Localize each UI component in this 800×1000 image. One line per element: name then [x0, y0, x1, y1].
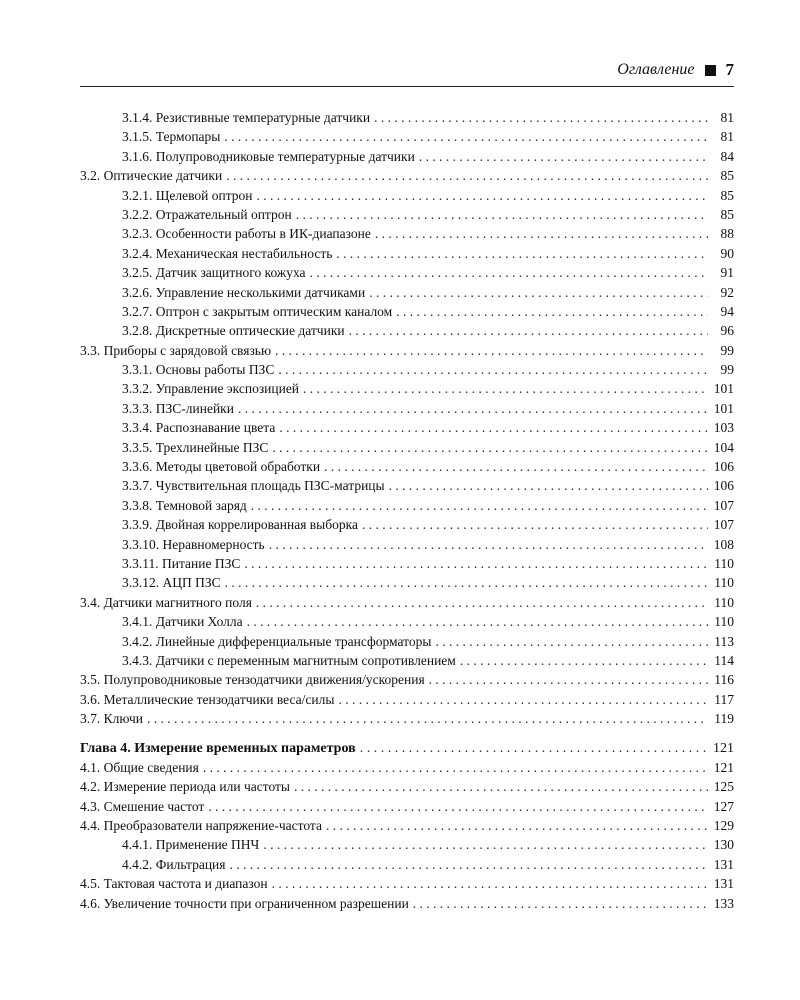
dot-leader: [310, 263, 708, 282]
dot-leader: [375, 224, 708, 243]
dot-leader: [263, 835, 708, 854]
toc-entry-page: 107: [713, 497, 734, 513]
toc-entry-label: 3.3.9. Двойная коррелированная выборка: [122, 517, 358, 533]
toc-entry: [80, 777, 734, 796]
toc-entry-page: 113: [714, 633, 734, 649]
toc-entry: [80, 554, 734, 573]
dot-leader: [360, 739, 708, 758]
toc-entry: [80, 399, 734, 418]
toc-entry-label: 4.4.2. Фильтрация: [122, 856, 226, 872]
toc-entry-page: 107: [713, 517, 734, 533]
toc-entry-page: 125: [713, 779, 734, 795]
toc-entry-label: 3.2.7. Оптрон с закрытым оптическим каналом: [122, 303, 393, 319]
toc-entry-page: 114: [714, 652, 734, 668]
dot-leader: [362, 515, 708, 534]
toc-entry-page: 101: [713, 400, 734, 416]
dot-leader: [326, 816, 708, 835]
dot-leader: [338, 690, 708, 709]
toc-entry-page: 110: [714, 555, 734, 571]
toc-entry: [80, 224, 734, 243]
toc-entry-page: 96: [720, 323, 734, 339]
toc-entry-page: 110: [714, 614, 734, 630]
toc-entry-label: 3.2.6. Управление несколькими датчиками: [122, 284, 366, 300]
toc-entry-page: 85: [720, 206, 734, 222]
toc-entry: [80, 127, 734, 146]
toc-entry-label: 3.6. Металлические тензодатчики веса/силы: [80, 691, 335, 707]
toc-entry: [80, 360, 734, 379]
toc-entry-label: 3.3.4. Распознавание цвета: [122, 420, 276, 436]
toc-entry-label: 3.4.3. Датчики с переменным магнитным сопротивлением: [122, 652, 456, 668]
toc-entry-label: 3.4.2. Линейные дифференциальные трансформаторы: [122, 633, 432, 649]
toc-entry-label: 4.6. Увеличение точности при ограниченном разрешении: [80, 895, 409, 911]
toc-entry-label: 4.4.1. Применение ПНЧ: [122, 837, 260, 853]
dot-leader: [275, 341, 708, 360]
dot-leader: [374, 108, 708, 127]
toc-entry: [80, 573, 734, 592]
toc-entry-label: 4.1. Общие сведения: [80, 759, 199, 775]
dot-leader: [349, 321, 708, 340]
toc-entry: [80, 166, 734, 185]
toc-entry-page: 130: [713, 837, 734, 853]
toc-entry-page: 81: [720, 129, 734, 145]
dot-leader: [251, 496, 708, 515]
toc-entry: [80, 186, 734, 205]
toc-entry-label: 3.2.4. Механическая нестабильность: [122, 245, 333, 261]
toc-entry: [80, 476, 734, 495]
toc-entry: [80, 438, 734, 457]
toc-entry: [80, 535, 734, 554]
toc-entry-label: 3.2. Оптические датчики: [80, 168, 223, 184]
toc-entry: [80, 612, 734, 631]
toc-entry: [80, 457, 734, 476]
toc-entry-label: 4.2. Измерение периода или частоты: [80, 779, 290, 795]
dot-leader: [225, 573, 708, 592]
toc-entry: [80, 632, 734, 651]
toc-entry-page: 104: [713, 439, 734, 455]
toc-entry-page: 133: [713, 895, 734, 911]
toc-entry-page: 129: [713, 818, 734, 834]
toc-entry-page: 127: [713, 798, 734, 814]
toc-entry-page: 110: [714, 575, 734, 591]
toc-entry: [80, 341, 734, 360]
toc-entry-page: 92: [720, 284, 734, 300]
toc-entry-page: 121: [713, 759, 734, 775]
toc-entry-label: 4.5. Тактовая частота и диапазон: [80, 876, 268, 892]
toc-entry-page: 131: [713, 856, 734, 872]
toc-entry-page: 101: [713, 381, 734, 397]
dot-leader: [257, 186, 709, 205]
toc-entry: [80, 593, 734, 612]
toc-entry: [80, 758, 734, 777]
toc-entry-label: 3.3.11. Питание ПЗС: [122, 555, 241, 571]
toc-entry-page: 99: [720, 362, 734, 378]
toc-entry-label: 3.7. Ключи: [80, 711, 143, 727]
toc-entry-label: 3.3.10. Неравномерность: [122, 536, 265, 552]
toc-entry: [80, 244, 734, 263]
toc-entry-page: 106: [713, 478, 734, 494]
toc-entry-label: 3.2.2. Отражательный оптрон: [122, 206, 292, 222]
toc-entry: [80, 205, 734, 224]
toc-entry-page: 121: [713, 740, 734, 756]
dot-leader: [413, 894, 708, 913]
toc-entry: [80, 651, 734, 670]
toc-entry-page: 108: [713, 536, 734, 552]
toc-entry-label: 3.1.4. Резистивные температурные датчики: [122, 110, 371, 125]
toc-entry-page: 84: [720, 148, 734, 164]
dot-leader: [272, 438, 708, 457]
toc-entry-page: 110: [714, 594, 734, 610]
toc-entry-page: 119: [714, 711, 734, 727]
toc-entry-label: 3.2.1. Щелевой оптрон: [122, 187, 253, 203]
dot-leader: [272, 874, 708, 893]
toc-entry: [80, 835, 734, 854]
dot-leader: [396, 302, 708, 321]
dot-leader: [294, 777, 708, 796]
toc-entry-label: 3.3.5. Трехлинейные ПЗС: [122, 439, 269, 455]
toc-entry-page: 88: [720, 226, 734, 242]
dot-leader: [278, 360, 708, 379]
toc-entry: [80, 894, 734, 913]
dot-leader: [296, 205, 708, 224]
toc-entry: [80, 855, 734, 874]
dot-leader: [147, 709, 708, 728]
toc-entry: [80, 108, 734, 127]
running-header-title: Оглавление: [617, 61, 695, 78]
dot-leader: [336, 244, 708, 263]
dot-leader: [419, 147, 708, 166]
toc-entry-page: 116: [714, 672, 734, 688]
toc-entry-label: 3.3.6. Методы цветовой обработки: [122, 459, 321, 475]
toc-entry: [80, 283, 734, 302]
dot-leader: [244, 554, 708, 573]
toc-entry-label: 4.4. Преобразователи напряжение-частота: [80, 818, 322, 834]
dot-leader: [203, 758, 708, 777]
toc-entry-label: 3.2.3. Особенности работы в ИК-диапазоне: [122, 226, 371, 242]
toc-entry-page: 131: [713, 876, 734, 892]
dot-leader: [324, 457, 708, 476]
toc-entry-label: 4.3. Смешение частот: [80, 798, 205, 814]
toc-entry-label: 3.3.1. Основы работы ПЗС: [122, 362, 275, 378]
toc-entry: [80, 302, 734, 321]
toc-entry: [80, 263, 734, 282]
toc-entry-label: 3.3.3. ПЗС-линейки: [122, 400, 234, 416]
toc-entry: [80, 418, 734, 437]
toc-entry-label: 3.3.12. АЦП ПЗС: [122, 575, 221, 591]
dot-leader: [279, 418, 708, 437]
toc-entry-label: 3.2.5. Датчик защитного кожуха: [122, 265, 306, 281]
toc-entry-label: 3.1.5. Термопары: [122, 129, 221, 145]
dot-leader: [460, 651, 708, 670]
dot-leader: [389, 476, 708, 495]
toc-entry: [80, 515, 734, 534]
toc-entry-page: 85: [720, 168, 734, 184]
toc-entry-label: 3.2.8. Дискретные оптические датчики: [122, 323, 345, 339]
toc-entry-page: 81: [720, 110, 734, 125]
toc-entry: [80, 496, 734, 515]
toc-entry: [80, 321, 734, 340]
toc-entry-label: 3.3. Приборы с зарядовой связью: [80, 342, 272, 358]
dot-leader: [435, 632, 708, 651]
toc-entry-label: 3.4. Датчики магнитного поля: [80, 594, 252, 610]
toc-entry: [80, 797, 734, 816]
toc-entry-page: 91: [720, 265, 734, 281]
dot-leader: [247, 612, 708, 631]
toc-entry-label: 3.3.8. Темновой заряд: [122, 497, 247, 513]
toc-entry-page: 106: [713, 459, 734, 475]
toc-entry-label: 3.4.1. Датчики Холла: [122, 614, 243, 630]
toc-entry-label: 3.1.6. Полупроводниковые температурные датчики: [122, 148, 415, 164]
dot-leader: [226, 166, 708, 185]
toc-entry-page: 85: [720, 187, 734, 203]
dot-leader: [224, 127, 708, 146]
toc-entry: [80, 379, 734, 398]
toc-entry: [80, 670, 734, 689]
page-number: 7: [725, 60, 734, 79]
toc-entry: [80, 874, 734, 893]
toc-entry-label: 3.5. Полупроводниковые тензодатчики движения/ускорения: [80, 672, 425, 688]
running-header: [80, 60, 734, 80]
toc-entry: [80, 816, 734, 835]
dot-leader: [303, 379, 708, 398]
toc-entry: [80, 690, 734, 709]
toc-entry: [80, 147, 734, 166]
dot-leader: [230, 855, 709, 874]
toc-entry-page: 94: [720, 303, 734, 319]
toc-entry-label: Глава 4. Измерение временных параметров: [80, 740, 356, 756]
dot-leader: [369, 283, 708, 302]
dot-leader: [238, 399, 708, 418]
toc-chapter-entry: [80, 739, 734, 758]
dot-leader: [269, 535, 708, 554]
toc-entry-page: 103: [713, 420, 734, 436]
toc-entry-label: 3.3.7. Чувствительная площадь ПЗС-матрицы: [122, 478, 385, 494]
dot-leader: [429, 670, 708, 689]
toc-entry-page: 99: [720, 342, 734, 358]
dot-leader: [256, 593, 708, 612]
toc-entry-page: 90: [720, 245, 734, 261]
toc-entry: [80, 709, 734, 728]
header-divider: [80, 86, 734, 87]
black-square-icon: [705, 65, 716, 76]
dot-leader: [208, 797, 708, 816]
table-of-contents: [80, 108, 734, 913]
toc-entry-label: 3.3.2. Управление экспозицией: [122, 381, 300, 397]
toc-entry-page: 117: [714, 691, 734, 707]
